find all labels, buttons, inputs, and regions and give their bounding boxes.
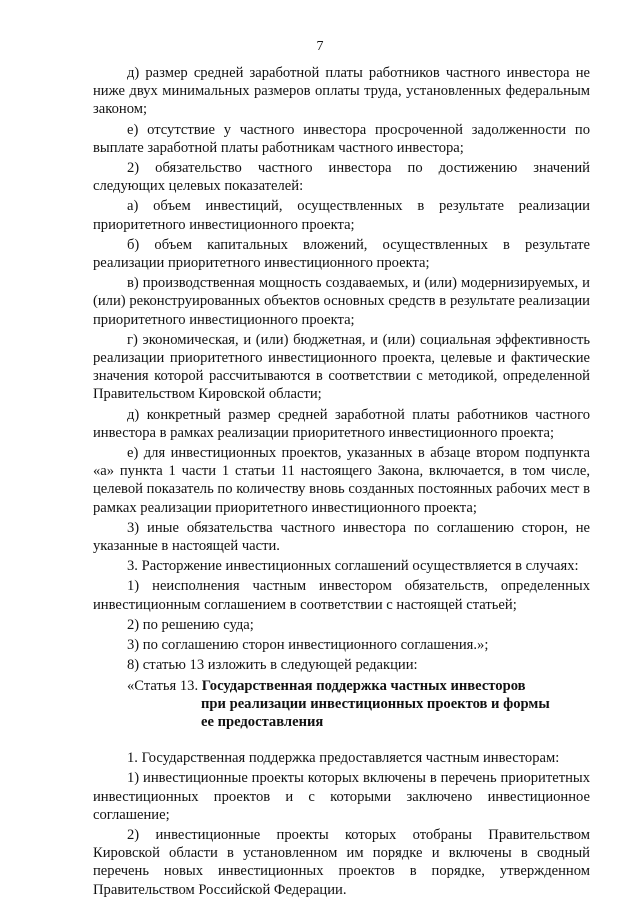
paragraph-d-specific-salary: д) конкретный размер средней заработной платы работников частного инвестора в рамках реализации приоритетного инвестиционного проекта; — [93, 406, 590, 441]
paragraph-1-nonfulfillment: 1) неисполнения частным инвестором обязательств, определенных инвестиционным соглашением в соответствии с настоящей статьей; — [93, 578, 590, 613]
paragraph-3-other-obligations: 3) иные обязательства частного инвестора по соглашению сторон, не указанные в настоящей части. — [93, 519, 590, 555]
paragraph-d-salary: д) размер средней заработной платы работников частного инвестора не ниже двух минимальных размеров оплаты труда, установленных федеральным законом; — [93, 65, 590, 118]
paragraph-2-obligation: 2) обязательство частного инвестора по достижению значений следующих целевых показателей: — [93, 160, 590, 195]
article-heading — [93, 677, 590, 695]
paragraph-e-jobs: е) для инвестиционных проектов, указанных в абзаце втором подпункта «а» пункта 1 части 1 статьи 11 настоящего Закона, включается, в том числе, целевой показатель по количеству вновь созданных постоянных рабочих мест в рамках реализации приоритетного инвестиционного проекта; — [93, 445, 590, 516]
article-title-line3: ее предоставления — [201, 713, 324, 730]
article-prefix: «Статья 13. — [127, 677, 202, 694]
paragraph-b-capital-investment: б) объем капитальных вложений, осуществленных в результате реализации приоритетного инвестиционного проекта; — [93, 236, 590, 272]
paragraph-3-agreement: 3) по соглашению сторон инвестиционного соглашения.»; — [127, 637, 489, 654]
article-title-line2: при реализации инвестиционных проектов и формы — [201, 695, 550, 712]
article-title-line1: Государственная поддержка частных инвесторов — [201, 677, 526, 694]
page-number: 7 — [316, 39, 324, 54]
article-paragraph-1: 1. Государственная поддержка предоставляется частным инвесторам: — [127, 750, 560, 767]
document-body — [93, 64, 590, 901]
paragraph-8-article-13: 8) статью 13 изложить в следующей редакции: — [127, 657, 418, 674]
paragraph-a-investment-volume: а) объем инвестиций, осуществленных в результате реализации приоритетного инвестиционного проекта; — [93, 198, 590, 233]
paragraph-2-court: 2) по решению суда; — [127, 616, 254, 633]
article-paragraph-1-2: 2) инвестиционные проекты которых отобраны Правительством Кировской области в установленном им порядке и включены в сводный перечень новых инвестиционных проектов в порядке, утвержденном Правительством Российской Федерации. — [93, 826, 590, 898]
spacer — [93, 731, 590, 749]
paragraph-v-production-capacity: в) производственная мощность создаваемых, и (или) модернизируемых, и (или) реконструированных объектов основных средств в результате реализации приоритетного инвестиционного проекта; — [93, 275, 590, 328]
paragraph-e-no-debt: е) отсутствие у частного инвестора просроченной задолженности по выплате заработной платы работникам частного инвестора; — [93, 121, 590, 156]
paragraph-g-efficiency: г) экономическая, и (или) бюджетная, и (или) социальная эффективность реализации приоритетного инвестиционного проекта, целевые и фактические значения которой рассчитываются в соответствии с методикой, определенной Правительством Кировской области; — [93, 331, 590, 403]
article-paragraph-1-1: 1) инвестиционные проекты которых включены в перечень приоритетных инвестиционных проектов и с которыми заключено инвестиционное соглашение; — [93, 770, 590, 823]
paragraph-3-termination: 3. Расторжение инвестиционных соглашений осуществляется в случаях: — [127, 558, 579, 575]
